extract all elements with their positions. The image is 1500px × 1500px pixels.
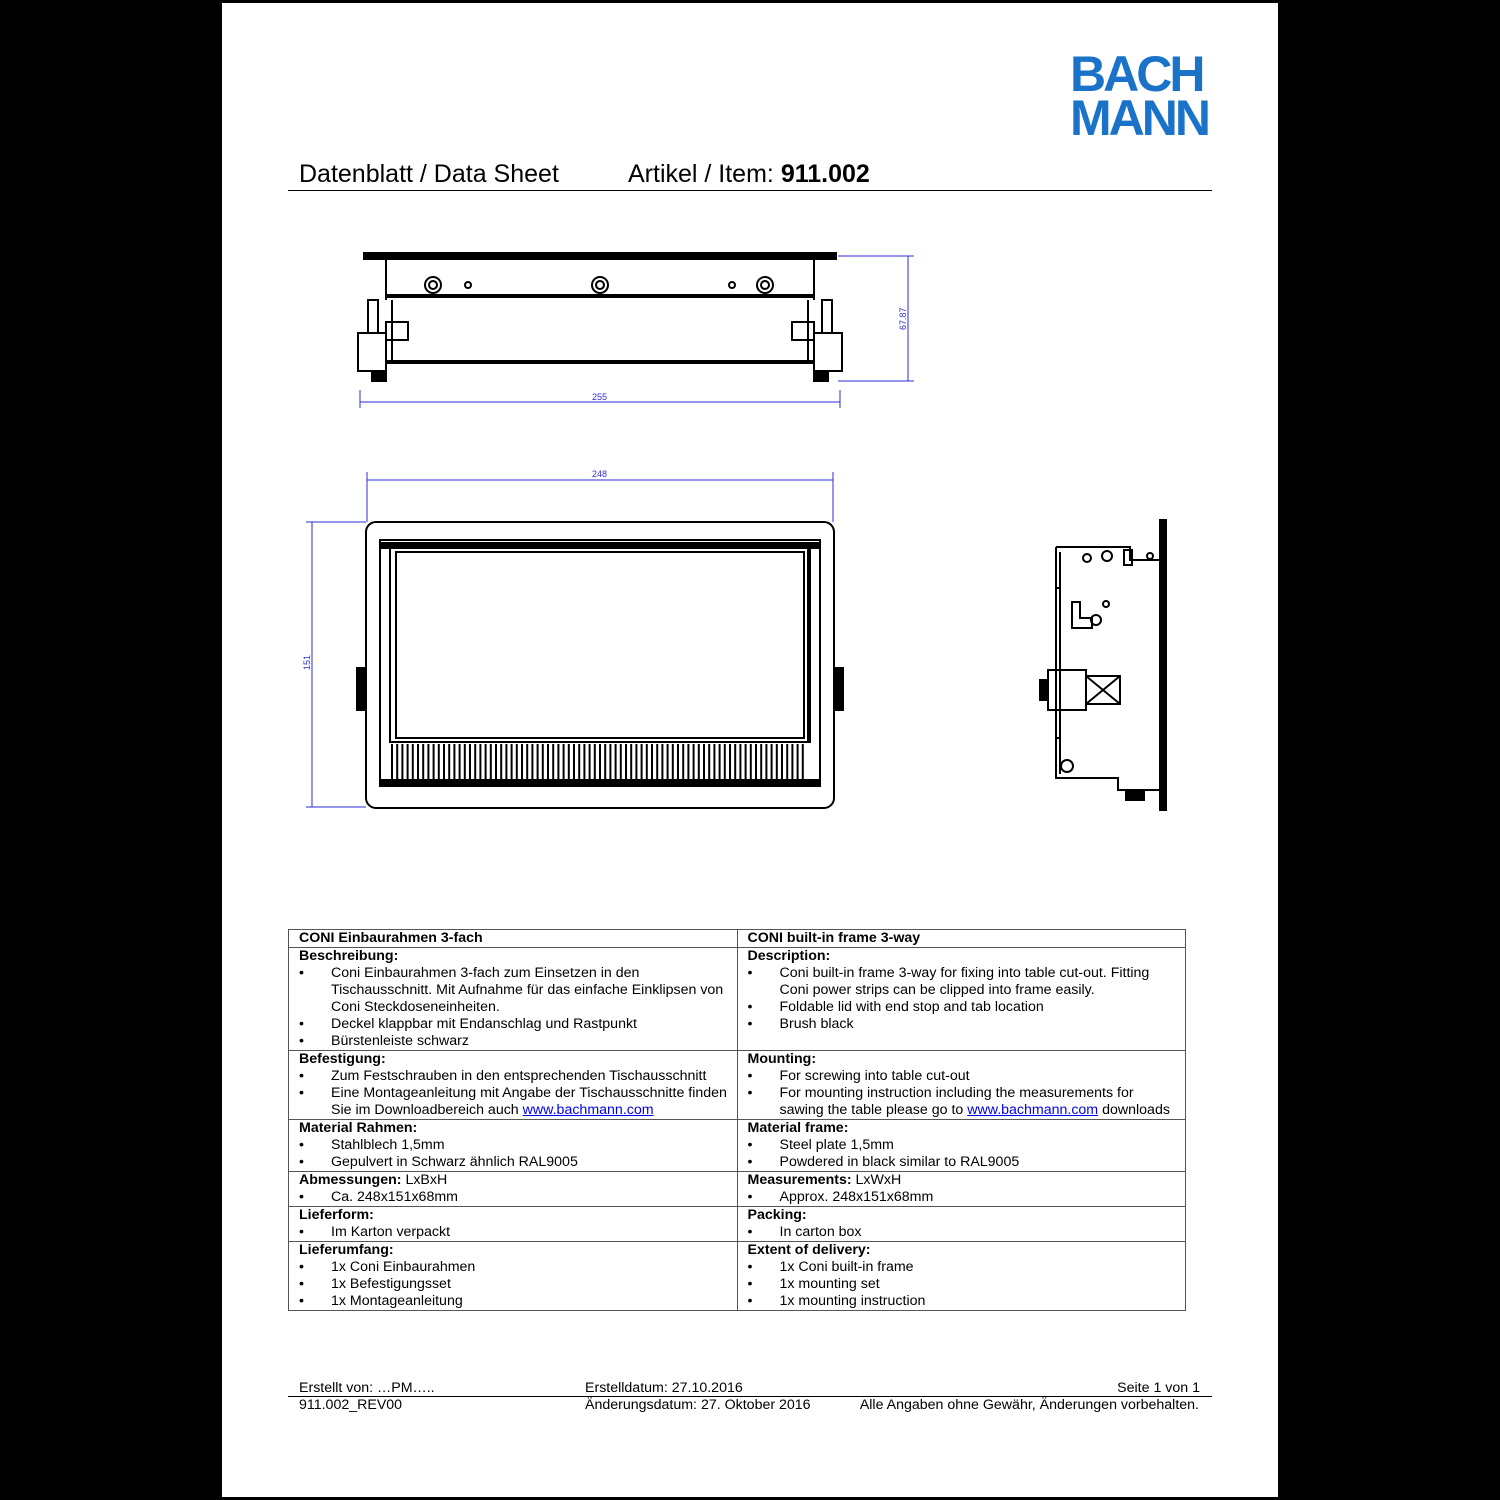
list-item: • For screwing into table cut-out xyxy=(748,1068,1182,1085)
label xyxy=(748,1172,1182,1189)
list-item: • Im Karton verpackt xyxy=(299,1224,733,1241)
footer-page: Seite 1 von 1 xyxy=(1117,1380,1200,1396)
packing-en xyxy=(737,1207,1186,1242)
label: Material frame: xyxy=(747,1120,849,1136)
label-unit: LxWxH xyxy=(855,1172,902,1188)
list-item: • Zum Festschrauben in den entsprechenden Tischausschnitt xyxy=(299,1068,733,1085)
material-de xyxy=(289,1120,738,1172)
description-de xyxy=(289,948,738,1051)
list-item-text: For mounting instruction including the measurements for sawing the table please go to xyxy=(779,1085,1134,1118)
list-item: • 1x mounting set xyxy=(748,1276,1182,1293)
label: Material Rahmen: xyxy=(299,1120,418,1136)
table-row xyxy=(289,1120,1186,1172)
dim-top-width: 255 xyxy=(592,392,608,402)
list-item: • Steel plate 1,5mm xyxy=(748,1137,1182,1154)
list-item xyxy=(748,1085,1182,1119)
title-en: CONI built-in frame 3-way xyxy=(737,930,1186,948)
list-item: • 1x Befestigungsset xyxy=(299,1276,733,1293)
list-item: • In carton box xyxy=(748,1224,1182,1241)
logo-line-2: MANN xyxy=(1070,90,1208,146)
top-view-drawing xyxy=(358,253,842,381)
label: Lieferumfang: xyxy=(299,1242,394,1258)
list-item: • Brush black xyxy=(748,1016,1182,1033)
dimensions-en xyxy=(737,1172,1186,1207)
list-item: • Ca. 248x151x68mm xyxy=(299,1189,733,1206)
label: Lieferform: xyxy=(299,1207,374,1223)
side-view-drawing xyxy=(1040,520,1166,810)
label: Befestigung: xyxy=(299,1051,386,1067)
dimensions-de xyxy=(289,1172,738,1207)
logo-line-1: BACH xyxy=(1070,46,1203,102)
list-item: • Approx. 248x151x68mm xyxy=(748,1189,1182,1206)
list-item: • Powdered in black similar to RAL9005 xyxy=(748,1154,1182,1171)
packing-de xyxy=(289,1207,738,1242)
dim-front-width: 248 xyxy=(592,469,608,479)
bachmann-link-de[interactable]: www.bachmann.com xyxy=(522,1102,654,1118)
delivery-de xyxy=(289,1242,738,1311)
list-item: • Stahlblech 1,5mm xyxy=(299,1137,733,1154)
footer-disclaimer: Alle Angaben ohne Gewähr, Änderungen vorbehalten. xyxy=(859,1397,1199,1413)
delivery-en xyxy=(737,1242,1186,1311)
item-number: 911.002 xyxy=(780,160,870,188)
title-de: CONI Einbaurahmen 3-fach xyxy=(289,930,738,948)
table-row xyxy=(289,1051,1186,1120)
front-view-drawing xyxy=(357,522,843,808)
list-item: • Coni Einbaurahmen 3-fach zum Einsetzen in den Tischausschnitt. Mit Aufnahme für das einfache Einklipsen von Coni Steckdoseneinheiten. xyxy=(299,965,733,1016)
bachmann-link-en[interactable]: www.bachmann.com xyxy=(967,1102,1099,1118)
list-item xyxy=(299,1085,733,1119)
table-row xyxy=(289,930,1186,948)
item-label: Artikel / Item: xyxy=(628,160,774,188)
mounting-de xyxy=(289,1051,738,1120)
material-en xyxy=(737,1120,1186,1172)
label xyxy=(299,1172,733,1189)
mounting-en xyxy=(737,1051,1186,1120)
footer-created-date: Erstelldatum: 27.10.2016 xyxy=(585,1380,743,1396)
label-bold: Measurements: xyxy=(747,1172,852,1188)
list-item: • 1x Coni Einbaurahmen xyxy=(299,1259,733,1276)
list-item: • Deckel klappbar mit Endanschlag und Rastpunkt xyxy=(299,1016,733,1033)
dimension-lines xyxy=(306,256,914,807)
label: Description: xyxy=(747,948,831,964)
list-item-text: Eine Montageanleitung mit Angabe der Tischausschnitte finden Sie im Downloadbereich auch xyxy=(331,1085,727,1118)
table-row xyxy=(289,1207,1186,1242)
table-row xyxy=(289,1172,1186,1207)
list-item: • 1x Montageanleitung xyxy=(299,1293,733,1310)
label-unit: LxBxH xyxy=(405,1172,448,1188)
label: Extent of delivery: xyxy=(747,1242,871,1258)
spec-table xyxy=(288,929,1186,1311)
list-item: • Foldable lid with end stop and tab location xyxy=(748,999,1182,1016)
label-bold: Abmessungen: xyxy=(299,1172,402,1188)
label: Mounting: xyxy=(747,1051,817,1067)
list-item: • 1x Coni built-in frame xyxy=(748,1259,1182,1276)
label: Packing: xyxy=(747,1207,807,1223)
footer-changed-date: Änderungsdatum: 27. Oktober 2016 xyxy=(585,1397,811,1413)
table-row xyxy=(289,948,1186,1051)
list-item: • Bürstenleiste schwarz xyxy=(299,1033,733,1050)
table-row xyxy=(289,1242,1186,1311)
footer-doc-id: 911.002_REV00 xyxy=(299,1397,403,1413)
label: Beschreibung: xyxy=(299,948,399,964)
description-en xyxy=(737,948,1186,1051)
list-item: • Gepulvert in Schwarz ähnlich RAL9005 xyxy=(299,1154,733,1171)
list-item: • 1x mounting instruction xyxy=(748,1293,1182,1310)
footer-created-by: Erstellt von: …PM….. xyxy=(299,1380,435,1396)
dim-front-height: 151 xyxy=(302,654,312,670)
list-item: • Coni built-in frame 3-way for fixing into table cut-out. Fitting Coni power strips can be clipped into frame easily. xyxy=(748,965,1182,999)
datasheet-title: Datenblatt / Data Sheet xyxy=(299,160,559,188)
dim-top-height: 67.87 xyxy=(898,307,908,330)
list-item-text: downloads xyxy=(1102,1102,1170,1118)
